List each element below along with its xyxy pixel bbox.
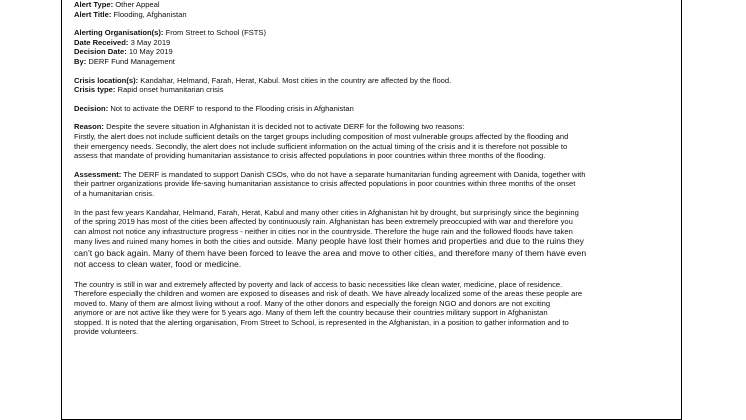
crisis-type-value: Rapid onset humanitarian crisis — [117, 85, 224, 95]
paragraph-line — [74, 236, 670, 247]
date-received-row — [74, 38, 670, 48]
crisis-type-row — [74, 85, 670, 95]
assessment-label: Assessment: — [74, 169, 122, 179]
alerting-org-label: Alerting Organisation(s): — [74, 28, 164, 38]
reason-line: assess that mandate of providing humanitarian assistance to crisis affected populations in poor countries within three months of the flooding. — [74, 151, 546, 161]
by-label: By: — [74, 56, 87, 66]
spacer — [74, 271, 670, 280]
reason-line: their emergency needs. Secondly, the alert does not include sufficient information on the actual timing of the crisis and it is therefore not possible to — [74, 141, 568, 151]
paragraph-text: many lives and ruined many homes in both the cities and outside. — [74, 237, 294, 247]
date-received-label: Date Received: — [74, 37, 129, 47]
assessment-line: their partner organizations provide life-saving humanitarian assistance to crisis affected populations in poor countries within three months of the onset — [74, 179, 576, 189]
by-row — [74, 57, 670, 67]
paragraph-line: In the past few years Kandahar, Helmand, Farah, Herat, Kabul and many other cities in Afghanistan hit by drought, but surprisingly since the beginning — [74, 207, 579, 217]
decision-label: Decision: — [74, 103, 109, 113]
paragraph-line: The country is still in war and extremely affected by poverty and lack of access to basic necessities like clean water, medicine, place of residence. — [74, 279, 563, 289]
alert-title-label: Alert Title: — [74, 9, 112, 19]
paragraph-line: anymore or are not active like they were for 5 years ago. Many of them left the country because their countries military support in Afghanistan — [74, 308, 548, 318]
alert-type-value: Other Appeal — [115, 0, 160, 9]
spacer — [74, 161, 670, 170]
paragraph-line: stopped. It is noted that the alerting organisation, From Street to School, is represented in the Afghanistan, in a position to gather information and to — [74, 317, 569, 327]
reason-label: Reason: — [74, 122, 104, 132]
document-page — [61, 0, 682, 420]
crisis-location-row — [74, 76, 670, 86]
alert-title-row — [74, 10, 670, 20]
crisis-location-value: Kandahar, Helmand, Farah, Herat, Kabul. Most cities in the country are affected by the flood. — [140, 75, 452, 85]
spacer — [74, 19, 670, 28]
assessment-line: of a humanitarian crisis. — [74, 188, 155, 198]
paragraph-text-large: Many people have lost their homes and properties and due to the ruins they — [293, 236, 584, 247]
alerting-org-row — [74, 28, 670, 38]
assessment-line — [74, 170, 670, 180]
paragraph-line: moved to. Many of them are almost living without a roof. Many of the other donors and especially the foreign NGO and donors are not exciting — [74, 298, 551, 308]
document-content — [74, 0, 670, 337]
reason-line: Firstly, the alert does not include sufficient details on the target groups including composition of most vulnerable groups affected by the flooding and — [74, 131, 569, 141]
crisis-type-label: Crisis type: — [74, 85, 116, 95]
decision-date-row — [74, 47, 670, 57]
decision-date-label: Decision Date: — [74, 47, 127, 57]
paragraph-line: provide volunteers. — [74, 327, 139, 337]
spacer — [74, 113, 670, 122]
alert-type-row — [74, 0, 670, 10]
paragraph-line: of the spring 2019 has most of the cities been affected by continuously rain. Afghanistan has been extremely preoccupied with war and therefore you — [74, 217, 573, 227]
spacer — [74, 199, 670, 208]
alert-title-value: Flooding, Afghanistan — [113, 9, 187, 19]
crisis-location-label: Crisis location(s): — [74, 75, 139, 85]
decision-row — [74, 104, 670, 114]
reason-line — [74, 122, 670, 132]
spacer — [74, 67, 670, 76]
paragraph-line-large: not access to clean water, food or medicine. — [74, 259, 242, 270]
paragraph-line: can almost not notice any infrastructure progress - neither in cities nor in the countryside. Therefore the huge rain and the followed floods have taken — [74, 226, 573, 236]
reason-text: Despite the severe situation in Afghanistan it is decided not to activate DERF for the following two reasons: — [106, 122, 465, 132]
alert-type-label: Alert Type: — [74, 0, 114, 9]
decision-date-value: 10 May 2019 — [128, 47, 173, 57]
by-value: DERF Fund Management — [88, 56, 175, 66]
spacer — [74, 95, 670, 104]
decision-value: Not to activate the DERF to respond to the Flooding crisis in Afghanistan — [110, 103, 354, 113]
paragraph-line: Therefore especially the children and women are exposed to diseases and risk of death. We have already localized some of the areas these people are — [74, 289, 583, 299]
alerting-org-value: From Street to School (FSTS) — [165, 28, 267, 38]
paragraph-line-large: can’t go back again. Many of them have been forced to leave the area and move to other cities, and therefore many of them have even — [74, 247, 587, 258]
assessment-text: The DERF is mandated to support Danish CSOs, who do not have a separate humanitarian funding agreement with Danida, together with — [123, 169, 586, 179]
date-received-value: 3 May 2019 — [130, 37, 171, 47]
